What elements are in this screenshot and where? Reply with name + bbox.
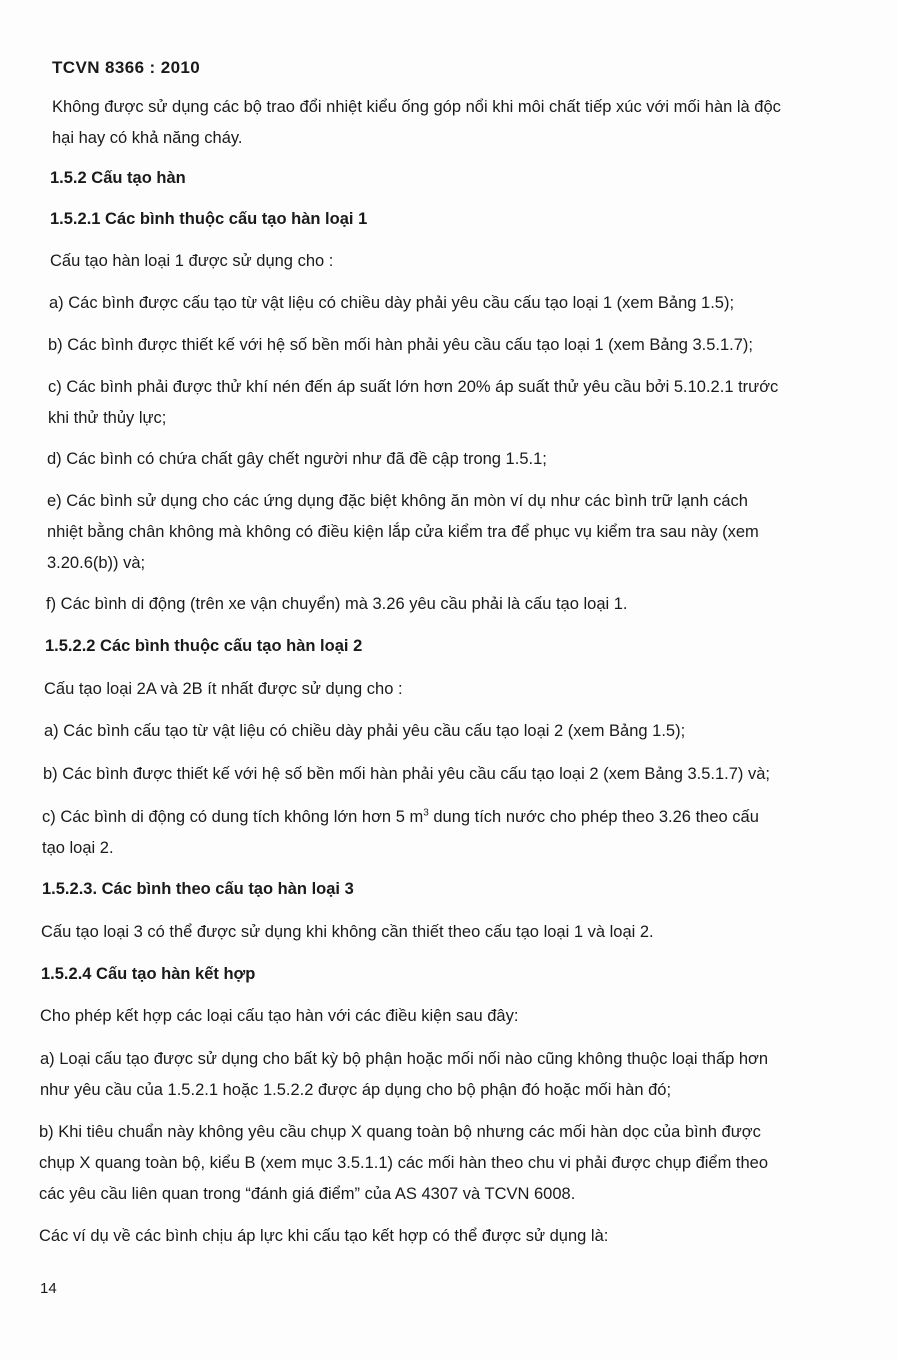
intro-line: Không được sử dụng các bộ trao đổi nhiệt kiểu ống góp nổi khi môi chất tiếp xúc với mối hàn là độc <box>52 98 781 116</box>
closing-paragraph: Các ví dụ về các bình chịu áp lực khi cấu tạo kết hợp có thể được sử dụng là: <box>39 1227 609 1245</box>
superscript: 3 <box>423 807 429 819</box>
section-heading-1-5-2: 1.5.2 Cấu tạo hàn <box>50 169 186 187</box>
paragraph-lead: Cho phép kết hợp các loại cấu tạo hàn với các điều kiện sau đây: <box>40 1007 519 1025</box>
list-item-line: a) Loại cấu tạo được sử dụng cho bất kỳ bộ phận hoặc mối nối nào cũng không thuộc loại thấp hơn <box>40 1050 769 1068</box>
section-heading-1-5-2-2: 1.5.2.2 Các bình thuộc cấu tạo hàn loại 2 <box>45 637 363 655</box>
list-item-a <box>40 1044 768 1106</box>
intro-paragraph <box>52 92 781 154</box>
list-item-line: như yêu cầu của 1.5.2.1 hoặc 1.5.2.2 được áp dụng cho bộ phận đó hoặc mối hàn đó; <box>40 1081 672 1099</box>
section-heading-1-5-2-3: 1.5.2.3. Các bình theo cấu tạo hàn loại 3 <box>42 880 354 898</box>
list-item-a: a) Các bình được cấu tạo từ vật liệu có chiều dày phải yêu cầu cấu tạo loại 1 (xem Bảng 1.5); <box>49 294 735 312</box>
list-item-line: 3.20.6(b)) và; <box>47 554 146 572</box>
list-item-line <box>42 802 759 833</box>
list-item-b: b) Các bình được thiết kế với hệ số bền mối hàn phải yêu cầu cấu tạo loại 2 (xem Bảng 3.5.1.7) và; <box>43 765 771 783</box>
list-item-b: b) Các bình được thiết kế với hệ số bền mối hàn phải yêu cầu cấu tạo loại 1 (xem Bảng 3.5.1.7); <box>48 336 754 354</box>
list-item-line: các yêu cầu liên quan trong “đánh giá điểm” của AS 4307 và TCVN 6008. <box>39 1185 576 1203</box>
paragraph: Cấu tạo loại 3 có thể được sử dụng khi không cần thiết theo cấu tạo loại 1 và loại 2. <box>41 923 654 941</box>
list-item-line: khi thử thủy lực; <box>48 409 167 427</box>
section-heading-1-5-2-4: 1.5.2.4 Cấu tạo hàn kết hợp <box>41 965 256 983</box>
list-item-text: c) Các bình di động có dung tích không lớn hơn 5 m <box>42 808 424 826</box>
list-item-b <box>39 1117 768 1210</box>
list-item-line: tạo loại 2. <box>42 839 114 857</box>
list-item-line: e) Các bình sử dụng cho các ứng dụng đặc biệt không ăn mòn ví dụ như các bình trữ lạnh cách <box>47 492 748 510</box>
list-item-line: b) Khi tiêu chuẩn này không yêu cầu chụp X quang toàn bộ nhưng các mối hàn dọc của bình được <box>39 1123 761 1141</box>
standard-code: TCVN 8366 : 2010 <box>52 58 201 77</box>
paragraph-lead: Cấu tạo loại 2A và 2B ít nhất được sử dụng cho : <box>44 680 403 698</box>
list-item-e <box>47 486 759 579</box>
list-item-c <box>42 802 759 864</box>
list-item-f: f) Các bình di động (trên xe vận chuyển) mà 3.26 yêu cầu phải là cấu tạo loại 1. <box>46 595 628 613</box>
list-item-c <box>48 372 778 434</box>
list-item-line: chụp X quang toàn bộ, kiểu B (xem mục 3.5.1.1) các mối hàn theo chu vi phải được chụp điểm theo <box>39 1154 769 1172</box>
paragraph-lead: Cấu tạo hàn loại 1 được sử dụng cho : <box>50 252 334 270</box>
list-item-text: dung tích nước cho phép theo 3.26 theo cấu <box>428 808 759 826</box>
list-item-d: d) Các bình có chứa chất gây chết người như đã đề cập trong 1.5.1; <box>47 450 547 468</box>
list-item-a: a) Các bình cấu tạo từ vật liệu có chiều dày phải yêu cầu cấu tạo loại 2 (xem Bảng 1.5); <box>44 722 686 740</box>
section-heading-1-5-2-1: 1.5.2.1 Các bình thuộc cấu tạo hàn loại 1 <box>50 210 368 228</box>
list-item-line: nhiệt bằng chân không mà không có điều kiện lắp cửa kiểm tra để phục vụ kiểm tra sau này (xem <box>47 523 759 541</box>
list-item-line: c) Các bình phải được thử khí nén đến áp suất lớn hơn 20% áp suất thử yêu cầu bởi 5.10.2.1 trước <box>48 378 779 396</box>
intro-line: hại hay có khả năng cháy. <box>52 129 243 147</box>
page-number: 14 <box>40 1280 57 1297</box>
